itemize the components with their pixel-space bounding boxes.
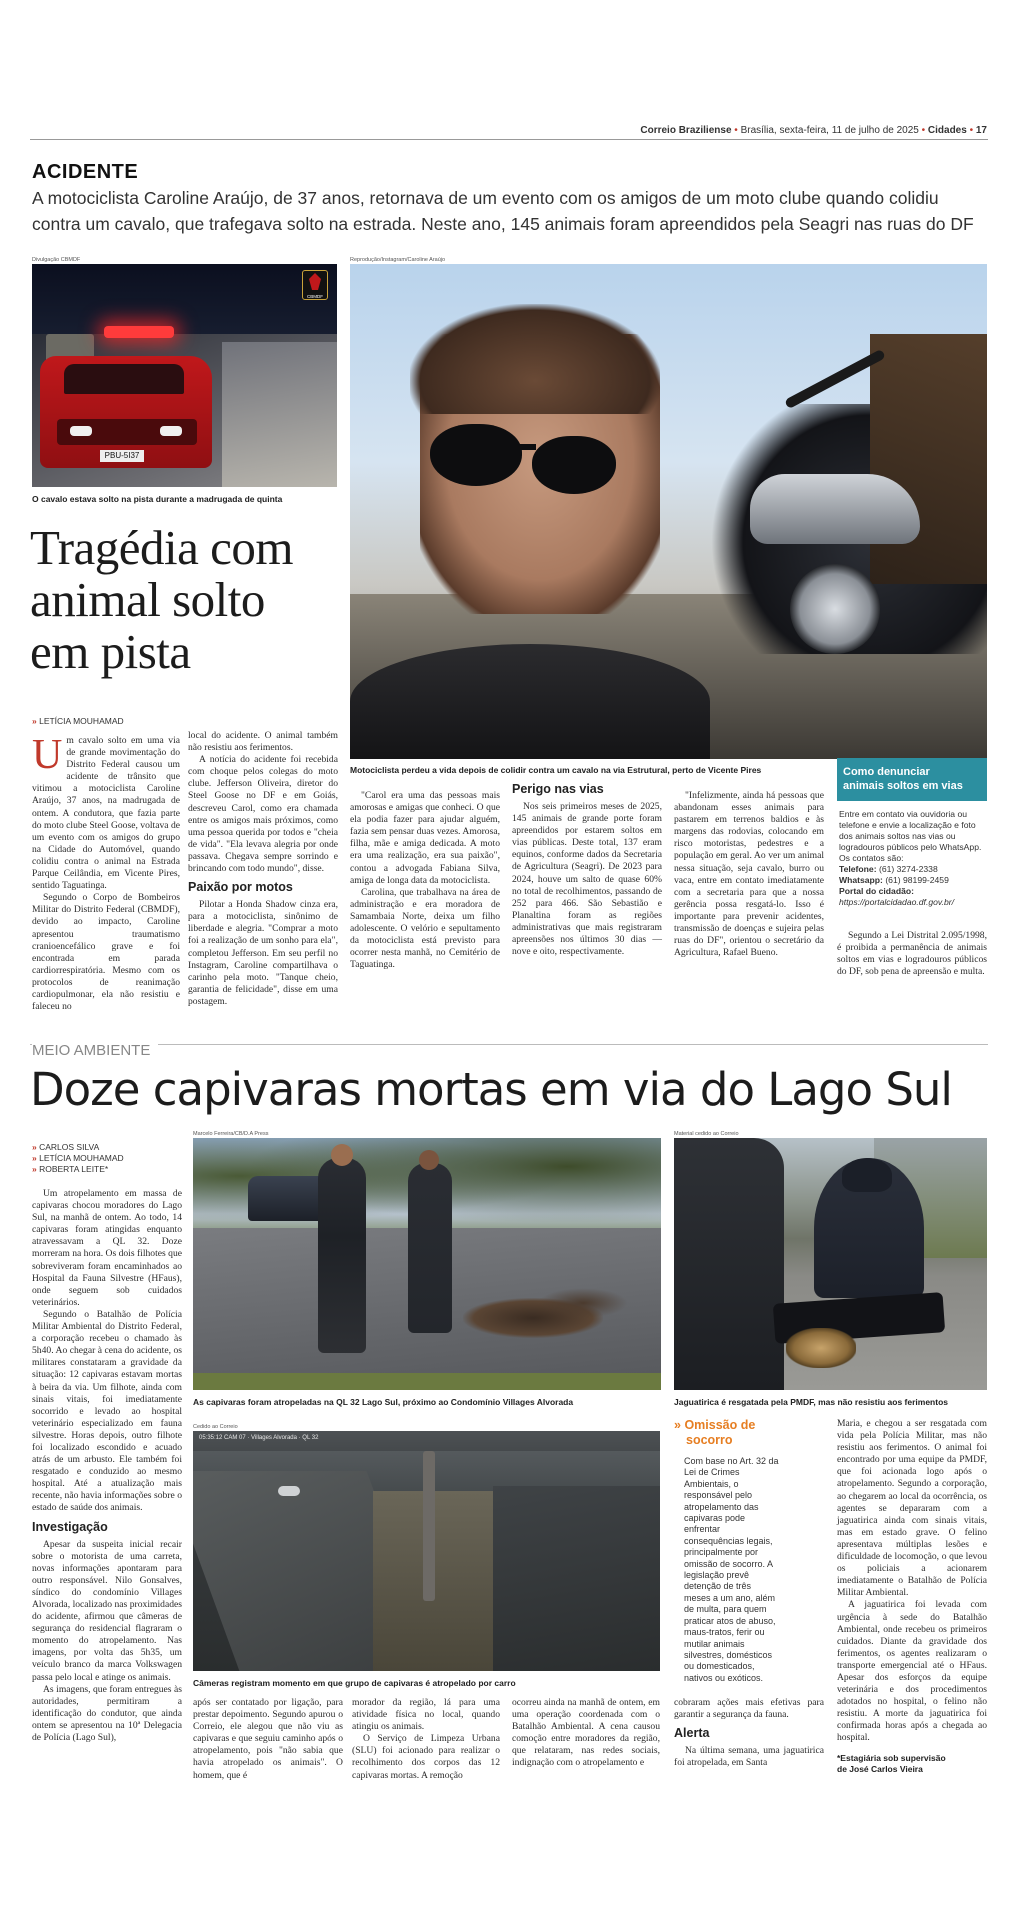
photo2-caption: Motociclista perdeu a vida depois de colidir contra um cavalo na via Estrutural, perto de Vicente Pires <box>350 765 762 775</box>
sidebar-omissao <box>674 1418 779 1684</box>
story2-column-5: cobraram ações mais efetivas para garantir a segurança da fauna. Alerta Na última semana, uma jaguatirica foi atropelada, em Santa <box>674 1697 824 1769</box>
story1-column-4: Perigo nas vias Nos seis primeiros meses de 2025, 145 animais de grande porte foram apreendidos por estarem soltos em vias públicas. Deste total, 137 eram equinos, conforme dados da Secretaria de Agricultura (Seagri). De 2023 para 2024, houve um salto de quase 60% no total de recolhimentos, passando de 252 para 466. São Sebastião e Planaltina foram as regiões administrativas que mais registraram apreensões nos últimos 30 dias — nove e oito, respectivamente. <box>512 782 662 958</box>
camera-overlay-timestamp: 05:35:12 CAM 07 · Villages Alvorada · QL 32 <box>199 1435 319 1441</box>
story2-column-1: Um atropelamento em massa de capivaras chocou moradores do Lago Sul, na manhã de ontem. Ao todo, 14 capivaras foram atingidas enquanto atravessavam a QL 32. Doze morreram na hora. Os dois filhotes que sobreviveram foram encaminhados ao Hospital da Fauna Silvestre (HFaus), onde seguem sob cuidados veterinários. Segundo o Batalhão de Polícia Militar Ambiental do Distrito Federal, a corporação recebeu o chamado às 5h40. Ao chegar à cena do acidente, os militares constataram a gravidade da situação: 12 capivaras estavam mortas à beira da via. Um filhote, ainda com sinais vitais, foi imediatamente socorrido e levado ao hospital veterinário especializado em fauna silvestre. Horas depois, outro filhote foi localizado escondido e acuado atrás de um arbusto. Ele também foi resgatado e conduzido ao mesmo hospital. Até a atualização mais recente, não havia informações sobre o estado de saúde dos animais. Investigação Apesar da suspeita inicial recair sobre o motorista de uma carreta, novas informações apontaram para outro responsável. Nilo Gonsalves, síndico do condomínio Villages Alvorada, localizado nas proximidades do acidente, afirmou que câmeras de segurança do residencial flagraram o momento do atropelamento. Nas imagens, por volta das 5h35, um veículo branco da marca Volkswagen passa pelo local e atinge os animais. As imagens, que foram entregues às autoridades, permitiram a identificação do condutor, que ainda ontem se apresentou na 10ª Delegacia de Polícia (Lago Sul), <box>32 1188 182 1744</box>
footnote: *Estagiária sob supervisão de José Carlos Vieira <box>837 1752 946 1774</box>
story2-column-6: Maria, e chegou a ser resgatada com vida pela Polícia Militar, mas não resistiu aos ferimentos. O animal foi encontrado por uma equipe da PMDF, que foi acionada logo após o atropelamento. Segundo a corporação, ao chegarem ao local da ocorrência, os agentes se depararam com a jaguatirica ainda com sinais vitais, mas em estado grave. O felino apresentava múltiplas lesões e dificuldade de locomoção, o que levou os policiais a acionarem imediatamente o Batalhão de Polícia Militar Ambiental. A jaguatirica foi levada com urgência à sede do Batalhão Ambiental, onde recebeu os primeiros cuidados. Diante da gravidade dos ferimentos, os agentes realizaram o transporte emergencial até o HFaus. Apesar dos esforços da equipe veterinária e dos procedimentos adotados no hospital, o felino não resistiu. A morte da jaguatirica foi confirmada horas após a chegada ao hospital. *Estagiária sob supervisão de José Carlos Vieira <box>837 1418 987 1774</box>
photo4-caption: Jaguatirica é resgatada pela PMDF, mas não resistiu aos ferimentos <box>674 1397 948 1407</box>
info-box-law: Segundo a Lei Distrital 2.095/1998, é proibida a permanência de animais soltos em vias e logradouros públicos do DF, sob pena de apreensão e multa. <box>837 930 987 978</box>
photo3-caption: As capivaras foram atropeladas na QL 32 Lago Sul, próximo ao Condomínio Villages Alvorada <box>193 1397 574 1407</box>
page-header: Correio Braziliense • Brasília, sexta-feira, 11 de julho de 2025 • Cidades • 17 <box>640 125 987 136</box>
story2-column-2: após ser contatado por ligação, para prestar depoimento. Segundo apurou o Correio, ele alegou que não viu as capivaras e que seguiu caminho após o atropelamento, pois "não sabia que havia atropelado os animais". O homem, que é <box>193 1697 343 1781</box>
whatsapp-number: (61) 98199-2459 <box>885 875 949 885</box>
story1-kicker: ACIDENTE <box>32 161 139 183</box>
story2-kicker: MEIO AMBIENTE <box>32 1042 158 1059</box>
story1-column-3: "Carol era uma das pessoas mais amorosas e amigas que conheci. O que ela podia fazer para ajudar alguém, fazia sem pensar duas vezes. Amorosa, filha, mãe e amiga dedicada. A moto era uma realização, era sua paixão", contou a advogada Fabiana Silva, amiga de longa data da motociclista. Carolina, que trabalhava na área de administração e era moradora de Samambaia Norte, deixa um filho adolescente. O velório e sepultamento da motociclista está previsto para ocorrer nesta manhã, no Cemitério de Taguatinga. <box>350 790 500 971</box>
story1-column-5: "Infelizmente, ainda há pessoas que abandonam esses animais para pastarem em terrenos baldios e às margens das rodovias, colocando em risco motoristas, pedestres e a população em geral. Ao ver um animal nessa situação, seja cavalo, burro ou vaca, entre em contato imediatamente com a secretaria para que a nossa gerência possa resgatá-lo. Isso é importante para prevenir acidentes, transmissão de doenças e sujeira pelas ruas do DF", orientou o secretário da Agricultura, Rafael Bueno. <box>674 790 824 959</box>
info-box-title: Como denunciar animais soltos em vias <box>837 758 987 801</box>
photo5-caption: Câmeras registram momento em que grupo de capivaras é atropelado por carro <box>193 1678 516 1688</box>
story2-bylines: » CARLOS SILVA » LETÍCIA MOUHAMAD » ROBERTA LEITE* <box>32 1142 124 1174</box>
photo-security-camera <box>193 1431 660 1671</box>
story1-column-1: » LETÍCIA MOUHAMAD Um cavalo solto em uma via de grande movimentação do Distrito Federal causou um acidente de trânsito que vitimou a motociclista Caroline Araújo, 37 anos, na madrugada de ontem. A condutora, que fazia parte do moto clube Steel Goose, voltava de um evento com os amigos do grupo na Cidade do Automóvel, quando colidiu contra o animal na Estrada Parque Ceilândia, em Vicente Pires, sentido Taguatinga. Segundo o Corpo de Bombeiros Militar do Distrito Federal (CBMDF), devido ao impacto, Caroline apresentou traumatismo cranioencefálico grave e foi encontrada em parada cardiorrespiratória. Mesmo com os protocolos de reanimação cardiopulmonar, ela não resistiu e faleceu no <box>32 716 180 1013</box>
drop-cap: U <box>32 732 63 778</box>
photo2-credit: Reprodução/Instagram/Caroline Araújo <box>350 257 446 263</box>
story1-headline: Tragédia com animal solto em pista <box>30 520 293 679</box>
photo-fire-truck <box>32 264 337 487</box>
info-box-denunciar <box>837 758 987 1018</box>
photo-motorcyclist <box>350 264 987 759</box>
chevron-icon: » <box>674 1418 685 1432</box>
photo-police-capybaras <box>193 1138 661 1390</box>
cbmdf-logo-icon: CBMDF <box>302 270 328 300</box>
sidebar-title: » Omissão de socorro <box>674 1418 756 1447</box>
story1-subhead-perigo: Perigo nas vias <box>512 782 604 796</box>
section-rule <box>30 1044 988 1045</box>
photo1-credit: Divulgação CBMDF <box>32 257 81 263</box>
story1-column-2: local do acidente. O animal também não resistiu aos ferimentos. A notícia do acidente foi recebida com choque pelos colegas do moto clube. Jefferson Oliveira, diretor do Steel Goose no DF e em Goiás, descreveu Carol, como era chamada entre os amigos mais próximos, como uma pessoa querida por todos e "cheia de vida". "Ela levava alegria por onde passava. Chegava sempre sorrindo e brincando com todo mundo", disse. Paixão por motos Pilotar a Honda Shadow cinza era, para a motociclista, sinônimo de liberdade e alegria. "Comprar a moto foi a realização de um sonho para ela", completou Jefferson. Em seu perfil no Instagram, Caroline compartilhava o carinho pela moto. "Tanque cheio, garantia de felicidade", disse em uma postagem. <box>188 730 338 1007</box>
vehicle-plate: PBU-5I37 <box>100 450 144 462</box>
header-rule <box>30 139 988 140</box>
dateline: Brasília, sexta-feira, 11 de julho de 2025 <box>740 125 919 136</box>
story1-subhead-paixao: Paixão por motos <box>188 880 293 895</box>
sidebar-text: Com base no Art. 32 da Lei de Crimes Ambientais, o responsável pelo atropelamento das capivaras pode enfrentar consequências legais, principalmente por omissão de socorro. A legislação prevê detenção de três meses a um ano, além de multa, para quem praticar atos de abuso, maus-tratos, ferir ou mutilar animais silvestres, domésticos ou domesticados, nativos ou exóticos. <box>684 1456 779 1683</box>
page-number: 17 <box>975 125 987 136</box>
photo-jaguatirica-rescue <box>674 1138 987 1390</box>
story1-byline: » LETÍCIA MOUHAMAD <box>32 716 124 726</box>
photo3-credit: Marcelo Ferreira/CB/D.A Press <box>193 1131 269 1137</box>
portal-link[interactable]: https://portalcidadao.df.gov.br/ <box>839 897 954 907</box>
story2-subhead-investigacao: Investigação <box>32 1519 108 1534</box>
story2-headline: Doze capivaras mortas em via do Lago Sul <box>30 1063 952 1116</box>
photo5-credit: Cedido ao Correio <box>193 1424 238 1430</box>
section-name: Cidades <box>927 125 967 136</box>
info-box-body: Entre em contato via ouvidoria ou telefone e envie a localização e foto dos animais soltos nas vias ou logradouros públicos pelo WhatsApp. Os contatos são: Telefone: (61) 3274-2338 Whatsapp: (61) 98199-2459 Portal do cidadão: https://portalcidadao.df.gov.br/ <box>839 809 982 907</box>
photo1-caption: O cavalo estava solto na pista durante a madrugada de quinta <box>32 494 283 504</box>
story1-dek: A motociclista Caroline Araújo, de 37 anos, retornava de um evento com os amigos de um moto clube quando colidiu contra um cavalo, que trafegava solto na estrada. Neste ano, 145 animais foram apreendidos pela Seagri nas ruas do DF <box>32 188 974 234</box>
story2-subhead-alerta: Alerta <box>674 1726 710 1741</box>
phone-number: (61) 3274-2338 <box>878 864 938 874</box>
story2-column-4: ocorreu ainda na manhã de ontem, em uma operação coordenada com o Batalhão Ambiental. A cena causou comoção entre moradores da região, que relataram, nas redes sociais, indignação com o atropelamento e <box>512 1697 660 1769</box>
story2-column-3: morador da região, lá para uma atividade física no local, quando atingiu os animais. O Serviço de Limpeza Urbana (SLU) foi acionado para realizar o recolhimento dos corpos das 12 capivaras mortas. A remoção <box>352 1697 500 1781</box>
photo4-credit: Material cedido ao Correio <box>674 1131 739 1137</box>
newspaper-name: Correio Braziliense <box>640 125 732 136</box>
